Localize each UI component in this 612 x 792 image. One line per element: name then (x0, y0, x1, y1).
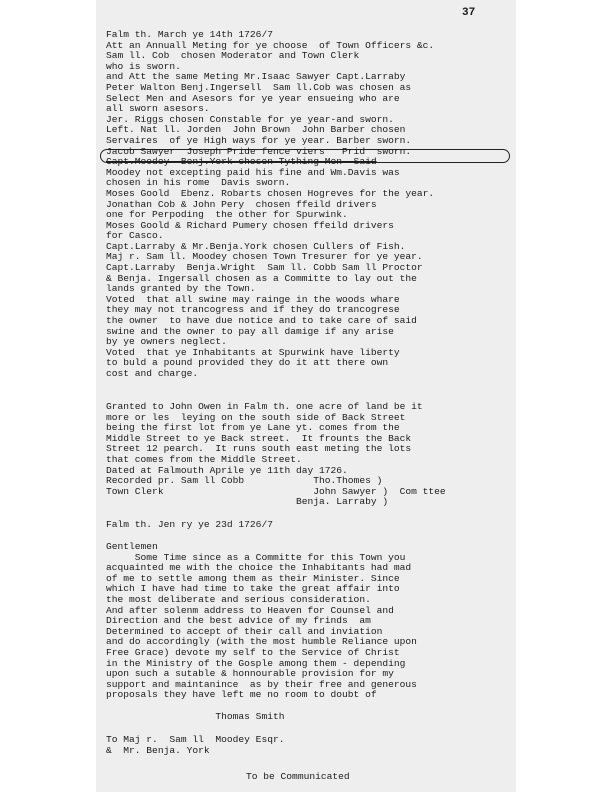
minutes-line: to buld a pound provided they do it att there own (106, 357, 389, 369)
recipient-line: & Mr. Benja. York (106, 744, 210, 756)
minutes-line: cost and charge. (106, 368, 199, 379)
page-number: 37 (462, 7, 476, 19)
grant-line: Benja. Larraby ) (106, 496, 389, 508)
minutes-line: Capt.Moodey Benj.York chosen Tything Men Said (106, 156, 377, 168)
minutes-line: Jacob Sawyer Joseph Pride fence viers Prid sworn. (106, 145, 412, 157)
minutes-line: Att an Annuall Meting for ye choose of Town Officers &c. (106, 39, 435, 51)
letter-body (106, 542, 512, 722)
letter-line: in the Ministry of the Gosple among them - depending (106, 657, 406, 669)
document-page (96, 0, 516, 792)
minutes-line: one for Perpoding the other for Spurwink. (106, 209, 348, 221)
letter-line: support and maintanince as by their free and generous (106, 678, 417, 690)
minutes-line: Capt.Larraby & Mr.Benja.York chosen Cullers of Fish. (106, 240, 406, 252)
land-grant-record (106, 402, 512, 508)
minutes-line: Capt.Larraby Benja.Wright Sam ll. Cobb Sam ll Proctor (106, 262, 423, 274)
letter-line: acquainted me with the choice the Inhabitants had mad (106, 562, 412, 574)
grant-line: Granted to John Owen in Falm th. one acre of land be it (106, 401, 423, 412)
minutes-line: & Benja. Ingersall chosen as a Committe to lay out the (106, 272, 417, 284)
minutes-line: Voted that all swine may rainge in the woods whare (106, 293, 400, 305)
minutes-line: and Att the same Meting Mr.Isaac Sawyer Capt.Larraby (106, 71, 406, 83)
letter-line: of me to settle among them as their Minister. Since (106, 572, 400, 584)
letter-line: upon such a sutable & honnourable provision for my (106, 668, 394, 680)
letter-line: And after solenm address to Heaven for Counsel and (106, 604, 394, 616)
minutes-line: Voted that ye Inhabitants at Spurwink have liberty (106, 346, 400, 358)
letter-line: the most deliberate and serious consideration. (106, 593, 371, 605)
minutes-line: lands granted by the Town. (106, 283, 256, 295)
minutes-line: Moses Goold Ebenz. Robarts chosen Hogreves for the year. (106, 187, 435, 199)
grant-line: Recorded pr. Sam ll Cobb Tho.Thomes ) (106, 475, 383, 487)
minutes-line: Moodey not excepting paid his fine and Wm.Davis was (106, 166, 400, 178)
recipient-line: To Maj r. Sam ll Moodey Esqr. (106, 734, 285, 745)
town-meeting-minutes (106, 30, 512, 380)
minutes-line: chosen in his rome Davis sworn. (106, 177, 291, 189)
minutes-line: Left. Nat ll. Jorden John Brown John Barber chosen (106, 124, 406, 136)
minutes-line: Servaires of ye High ways for ye year. Barber sworn. (106, 134, 412, 146)
letter-line: Determined to accept of their call and inviation (106, 625, 383, 637)
minutes-line: Moses Goold & Richard Pumery chosen ffeild drivers (106, 219, 394, 231)
grant-line: Town Clerk John Sawyer ) Com ttee (106, 485, 446, 497)
grant-line: Street 12 pearch. It runs south east meting the lots (106, 443, 412, 455)
minutes-line: the owner to have due notice and to take care of said (106, 315, 417, 327)
minutes-line: Sam ll. Cob chosen Moderator and Town Clerk (106, 50, 360, 62)
minutes-line: for Casco. (106, 230, 164, 242)
letter-line: Gentlemen (106, 541, 158, 552)
minutes-line: they may not trancogress and if they do trancogrese (106, 304, 400, 316)
letter-date: Falm th. Jen ry ye 23d 1726/7 (106, 519, 273, 530)
grant-line: Middle Street to ye Back street. It frounts the Back (106, 432, 412, 444)
letter-line: which I have had time to take the great affair into (106, 583, 400, 595)
minutes-line: who is sworn. (106, 60, 181, 72)
minutes-line: Jonathan Cob & John Pery chosen ffeild drivers (106, 198, 377, 210)
minutes-line: by ye owners neglect. (106, 336, 227, 348)
closing-note: To be Communicated (246, 771, 350, 782)
grant-line: more or les leying on the south side of Back Street (106, 411, 406, 423)
minutes-line: all sworn asesors. (106, 103, 210, 115)
grant-line: being the first lot from ye Lane yt. comes from the (106, 422, 400, 434)
minutes-line: Maj r. Sam ll. Moodey chosen Town Tresurer for ye year. (106, 251, 423, 263)
letter-line (106, 701, 512, 712)
letter-line: Thomas Smith (106, 710, 285, 722)
minutes-line: Jer. Riggs chosen Constable for ye year-and sworn. (106, 113, 394, 125)
grant-line: Dated at Falmouth Aprile ye 11th day 1726. (106, 464, 348, 476)
letter-line: Free Grace) devote my self to the Service of Christ (106, 646, 400, 658)
minutes-line: swine and the owner to pay all damige if any arise (106, 325, 394, 337)
minutes-line: Falm th. March ye 14th 1726/7 (106, 29, 273, 40)
grant-line: that comes from the Middle Street. (106, 453, 302, 465)
letter-line: Some Time since as a Committe for this Town you (106, 551, 406, 563)
minutes-line: Select Men and Asesors for ye year ensueing who are (106, 92, 400, 104)
letter-line: proposals they have left me no room to doubt of (106, 689, 377, 701)
letter-line: and do accordingly (with the most humble Reliance upon (106, 636, 417, 648)
minutes-line: Peter Walton Benj.Ingersell Sam ll.Cob was chosen as (106, 81, 412, 93)
letter-recipients (106, 735, 512, 756)
letter-line: Direction and the best advice of my frinds am (106, 615, 371, 627)
